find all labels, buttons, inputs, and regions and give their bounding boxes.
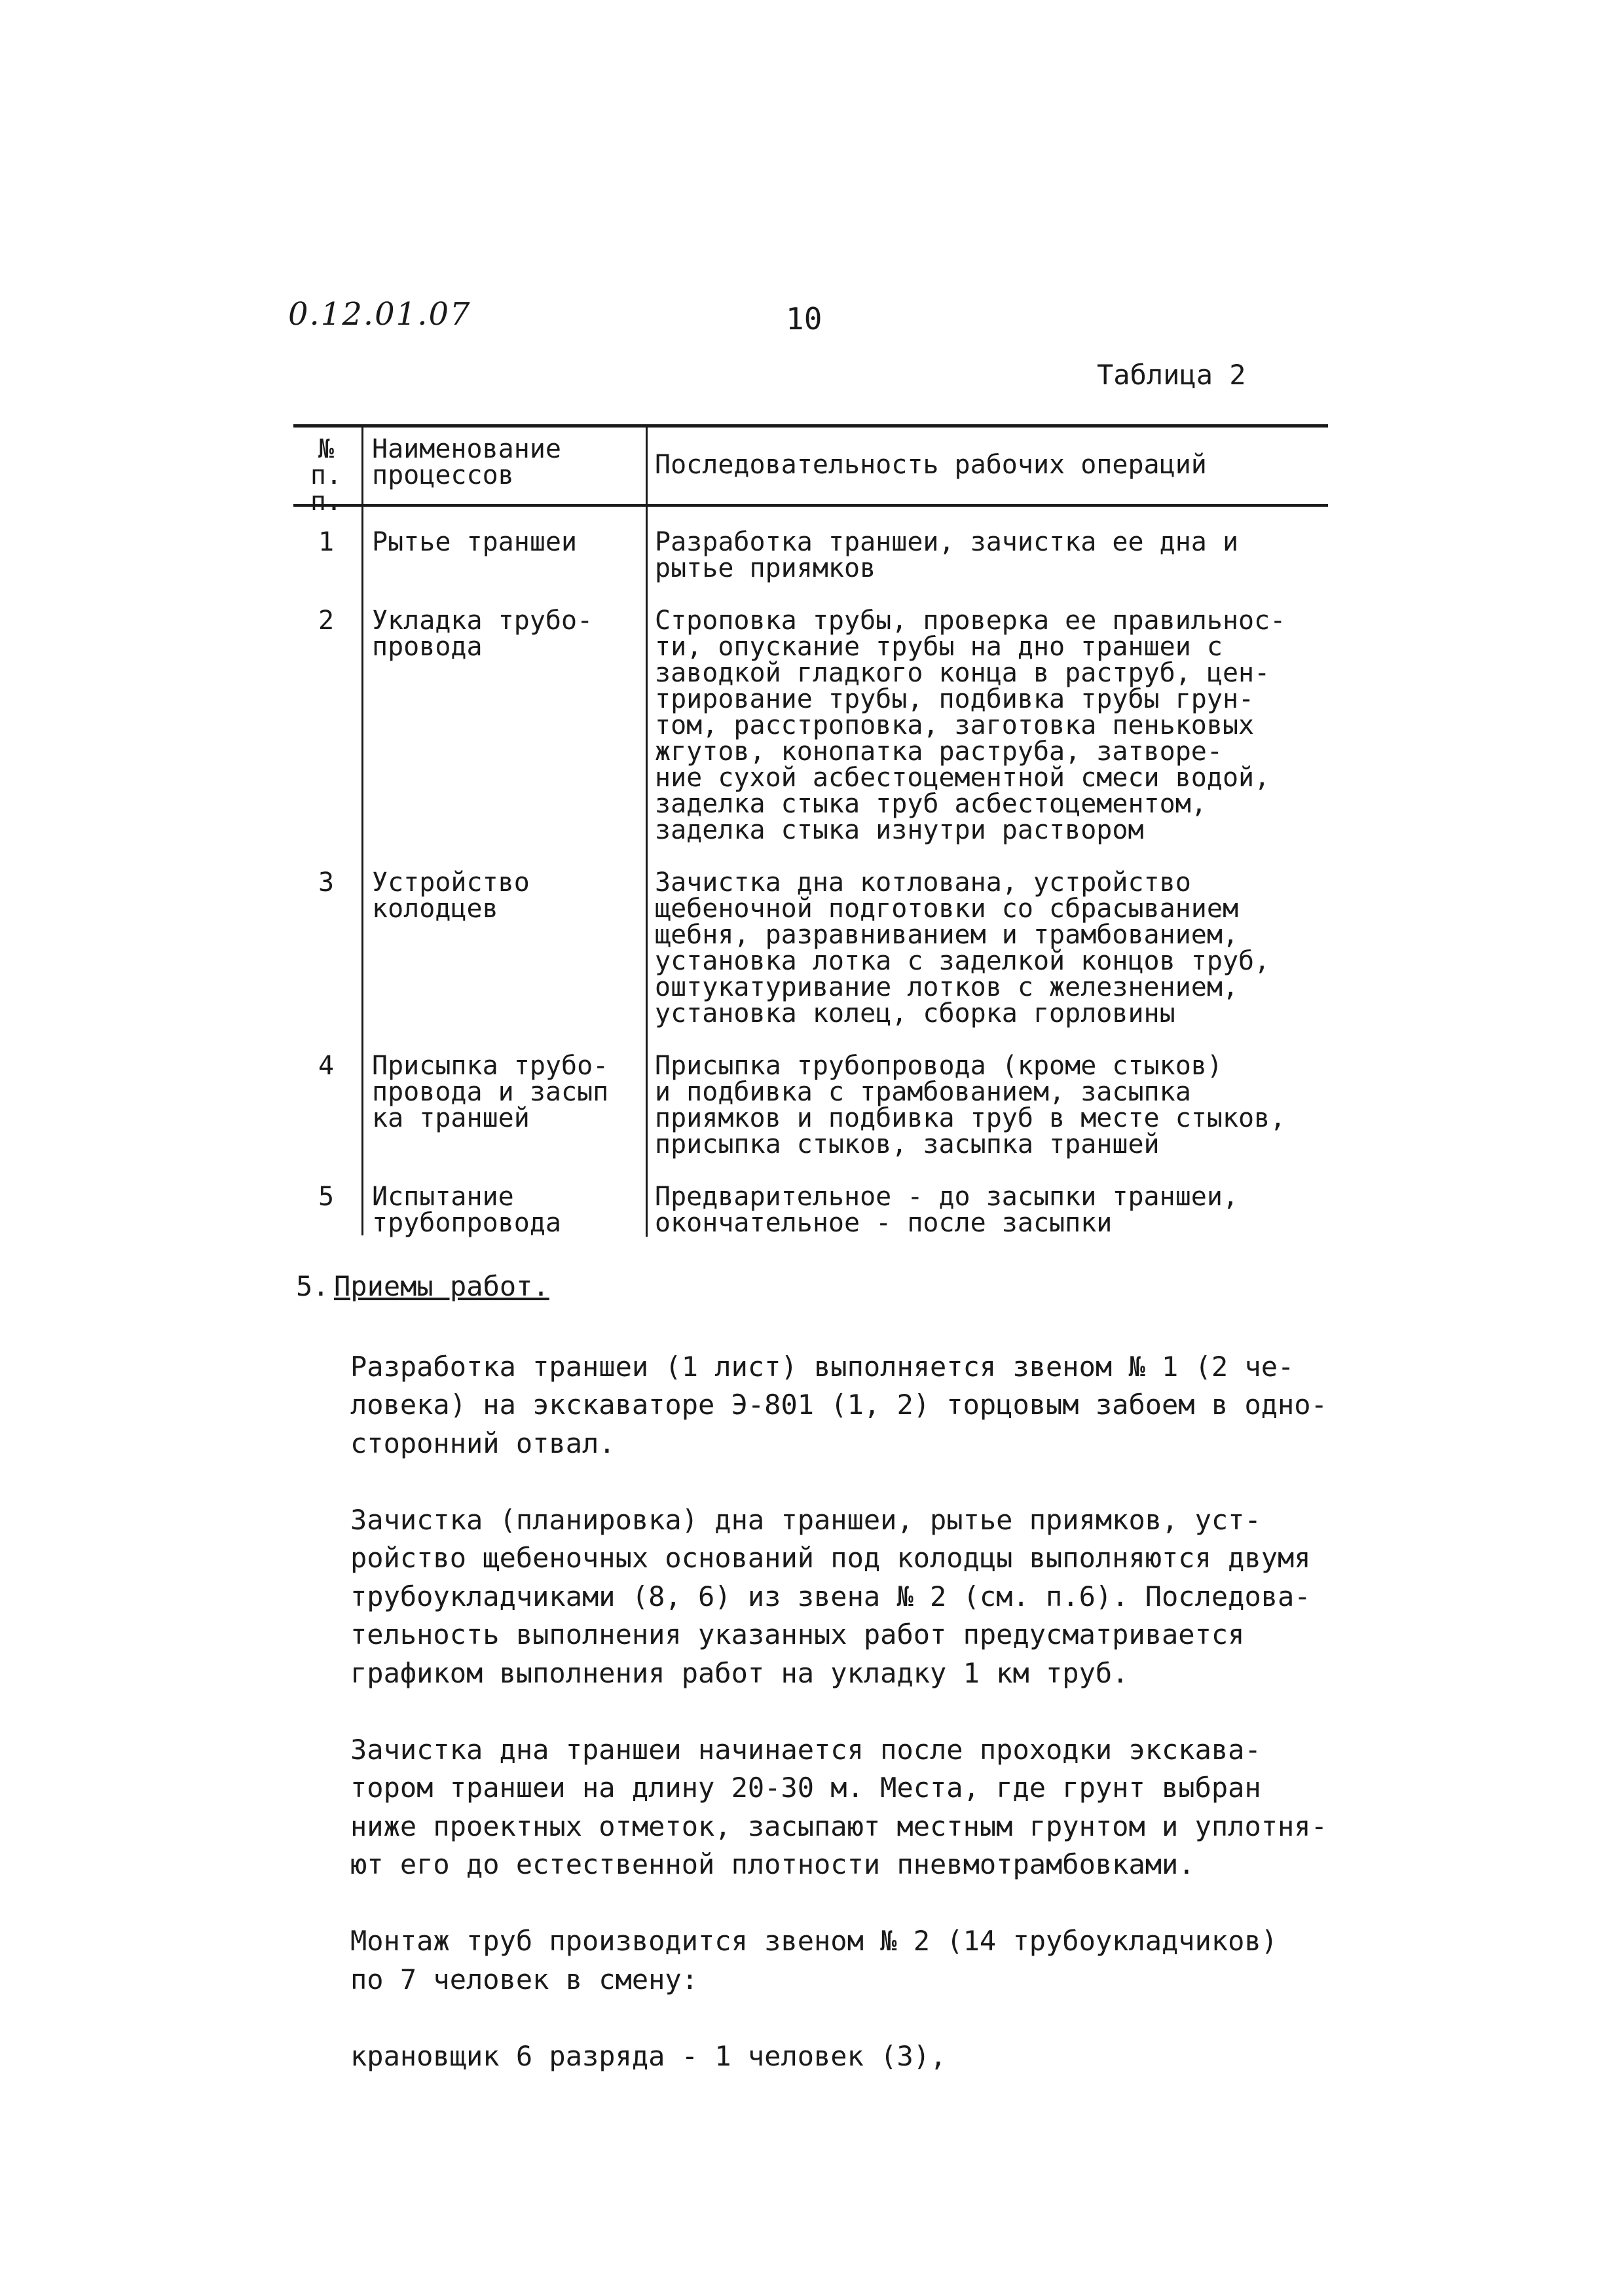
row-process: Рытье траншеи [372,527,578,557]
table-header-rule [293,504,1328,507]
row-process: Устройство колодцев [372,867,530,924]
row-operations: Разработка траншеи, зачистка ее дна и рытье приямков [655,527,1239,583]
paragraph: Разработка траншеи (1 лист) выполняется звеном № 1 (2 че- ловека) на экскаваторе Э-801 (1, 2) торцовым забоем в одно- сторонний отвал. [350,1350,1327,1459]
row-operations: Присыпка трубопровода (кроме стыков) и подбивка с трамбованием, засыпка приямков и подбивка труб в месте стыков, присыпка стыков, засыпка траншей [655,1051,1286,1159]
row-number: 4 [318,1051,335,1081]
section-number: 5. [296,1270,329,1302]
row-number: 3 [318,867,335,898]
row-operations: Зачистка дна котлована, устройство щебеночной подготовки со сбрасыванием щебня, разравниванием и трамбованием, установка лотка с заделкой концов труб, оштукатуривание лотков с железнением, установка колец, сборка горловины [655,867,1270,1029]
section-title: Приемы работ. [334,1270,549,1302]
header-process-name: Наименование процессов [372,434,561,490]
table-column-divider [646,427,648,1237]
table-caption: Таблица 2 [1097,359,1246,391]
body-text [350,1309,1333,2114]
table-column-divider [361,427,363,1235]
paragraph: Зачистка (планировка) дна траншеи, рытье приямков, уст- ройство щебеночных оснований под колодцы выполняются двумя трубоукладчиками (8, 6) из звена № 2 (см. п.6). Последова- тельность выполнения указанных работ предусматривается графиком выполнения работ на укладку 1 км труб. [350,1503,1311,1689]
row-process: Присыпка трубо- провода и засып ка траншей [372,1051,609,1133]
paragraph: крановщик 6 разряда - 1 человек (3), [350,2039,947,2072]
header-operations: Последовательность рабочих операций [655,450,1207,480]
row-process: Испытание трубопровода [372,1182,561,1238]
row-number: 5 [318,1182,335,1212]
document-code: 0.12.01.07 [288,296,471,333]
row-operations: Предварительное - до засыпки траншеи, окончательное - после засыпки [655,1182,1239,1238]
paragraph: Монтаж труб производится звеном № 2 (14 трубоукладчиков) по 7 человек в смену: [350,1925,1278,1995]
paragraph: Зачистка дна траншеи начинается после проходки экскава- тором траншеи на длину 20-30 м. Места, где грунт выбран ниже проектных отметок, засыпают местным грунтом и уплотня- ют его до естественной плотности пневмотрамбовками. [350,1733,1327,1880]
section-heading [296,1267,549,1306]
table-top-rule [293,424,1328,428]
row-number: 1 [318,527,335,557]
header-number: № п. п. [310,434,342,517]
row-process: Укладка трубо- провода [372,606,593,662]
row-operations: Строповка трубы, проверка ее правильнос- ти, опускание трубы на дно траншеи с заводкой гладкого конца в раструб, цен- трирование трубы, подбивка трубы грун- том, расстроповка, заготовка пеньковых жгутов, конопатка раструба, затворе- ние сухой асбестоцементной смеси водой, заделка стыка труб асбестоцементом, заделка стыка изнутри раствором [655,606,1286,845]
row-number: 2 [318,606,335,636]
page-number: 10 [786,301,822,337]
